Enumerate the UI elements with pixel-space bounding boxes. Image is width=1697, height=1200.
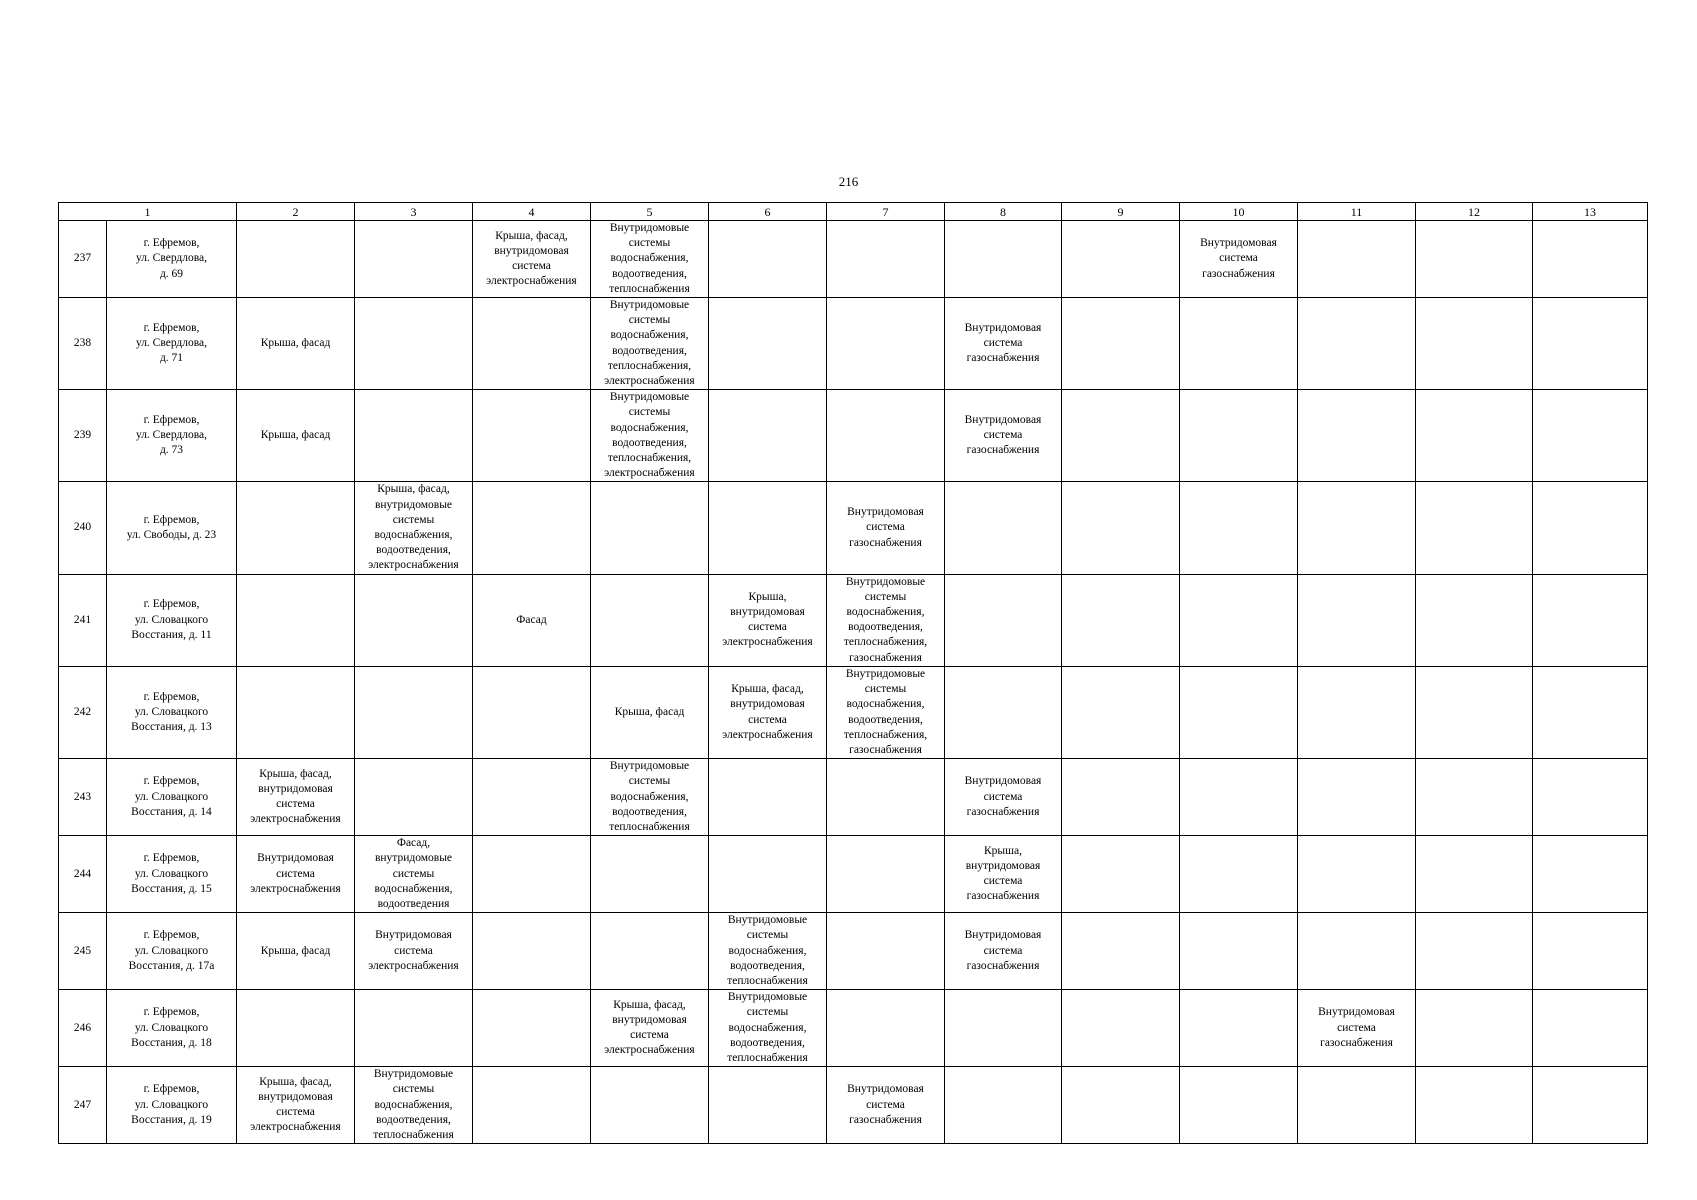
work-cell [1062, 482, 1180, 574]
work-cell: Крыша, фасад, внутридомовая система электроснабжения [473, 221, 591, 298]
address-cell: г. Ефремов, ул. Свободы, д. 23 [107, 482, 237, 574]
work-cell [473, 1067, 591, 1144]
work-cell: Внутридомовая система газоснабжения [945, 390, 1062, 482]
work-cell: Внутридомовая система газоснабжения [827, 1067, 945, 1144]
work-cell [1180, 990, 1298, 1067]
work-cell: Крыша, фасад, внутридомовая система электроснабжения [237, 1067, 355, 1144]
work-cell [709, 221, 827, 298]
work-cell [591, 1067, 709, 1144]
work-cell [473, 836, 591, 913]
work-cell [237, 221, 355, 298]
work-cell [591, 836, 709, 913]
work-cell [945, 990, 1062, 1067]
work-cell [591, 482, 709, 574]
column-header: 7 [827, 203, 945, 221]
row-number: 246 [59, 990, 107, 1067]
work-cell [709, 759, 827, 836]
work-cell [1298, 666, 1416, 758]
work-cell: Внутридомовые системы водоснабжения, водоотведения, теплоснабжения [355, 1067, 473, 1144]
work-cell [1298, 913, 1416, 990]
work-cell: Фасад, внутридомовые системы водоснабжения, водоотведения [355, 836, 473, 913]
column-header: 6 [709, 203, 827, 221]
work-cell [1416, 759, 1533, 836]
work-cell [1533, 482, 1648, 574]
work-cell [1062, 390, 1180, 482]
work-cell [1298, 482, 1416, 574]
work-cell [355, 666, 473, 758]
work-cell [1062, 913, 1180, 990]
work-cell: Внутридомовые системы водоснабжения, водоотведения, теплоснабжения [591, 221, 709, 298]
work-cell [473, 482, 591, 574]
work-cell [827, 759, 945, 836]
work-cell [1298, 221, 1416, 298]
work-cell [237, 574, 355, 666]
work-cell [1416, 574, 1533, 666]
row-number: 240 [59, 482, 107, 574]
work-cell [1416, 298, 1533, 390]
work-cell [1416, 913, 1533, 990]
column-header: 2 [237, 203, 355, 221]
work-cell [827, 990, 945, 1067]
column-header: 5 [591, 203, 709, 221]
table-body [59, 203, 1648, 1144]
work-cell [709, 482, 827, 574]
row-number: 247 [59, 1067, 107, 1144]
work-cell [1298, 574, 1416, 666]
column-header: 12 [1416, 203, 1533, 221]
work-cell [355, 390, 473, 482]
work-cell [709, 836, 827, 913]
work-cell: Крыша, фасад [591, 666, 709, 758]
work-cell [1298, 1067, 1416, 1144]
work-cell: Внутридомовая система газоснабжения [945, 759, 1062, 836]
header-row [59, 203, 1648, 221]
work-cell: Крыша, внутридомовая система электроснабжения [709, 574, 827, 666]
work-cell [355, 990, 473, 1067]
row-number: 238 [59, 298, 107, 390]
work-cell [1298, 298, 1416, 390]
work-cell [355, 298, 473, 390]
work-cell: Крыша, фасад, внутридомовая система электроснабжения [591, 990, 709, 1067]
work-cell [945, 574, 1062, 666]
work-cell [1533, 836, 1648, 913]
address-cell: г. Ефремов, ул. Словацкого Восстания, д. 15 [107, 836, 237, 913]
repair-schedule-table [58, 202, 1648, 1144]
work-cell [827, 221, 945, 298]
work-cell [1062, 836, 1180, 913]
work-cell [1180, 836, 1298, 913]
work-cell: Внутридомовая система газоснабжения [945, 913, 1062, 990]
work-cell [1180, 1067, 1298, 1144]
work-cell [473, 666, 591, 758]
row-number: 242 [59, 666, 107, 758]
work-cell: Внутридомовая система электроснабжения [237, 836, 355, 913]
work-cell [1062, 666, 1180, 758]
column-header: 9 [1062, 203, 1180, 221]
work-cell: Внутридомовые системы водоснабжения, водоотведения, теплоснабжения [709, 990, 827, 1067]
table-row [59, 990, 1648, 1067]
address-cell: г. Ефремов, ул. Словацкого Восстания, д. 14 [107, 759, 237, 836]
work-cell: Внутридомовая система газоснабжения [827, 482, 945, 574]
work-cell [1533, 298, 1648, 390]
row-number: 244 [59, 836, 107, 913]
work-cell [237, 990, 355, 1067]
work-cell: Внутридомовая система газоснабжения [1298, 990, 1416, 1067]
work-cell [1416, 221, 1533, 298]
address-cell: г. Ефремов, ул. Свердлова, д. 69 [107, 221, 237, 298]
work-cell [827, 390, 945, 482]
work-cell: Внутридомовые системы водоснабжения, водоотведения, теплоснабжения, газоснабжения [827, 574, 945, 666]
table-row [59, 1067, 1648, 1144]
work-cell [237, 666, 355, 758]
work-cell [237, 482, 355, 574]
work-cell [355, 759, 473, 836]
work-cell [1533, 390, 1648, 482]
table-row [59, 666, 1648, 758]
work-cell [591, 913, 709, 990]
work-cell: Крыша, фасад [237, 913, 355, 990]
work-cell [355, 574, 473, 666]
column-header: 4 [473, 203, 591, 221]
work-cell [709, 1067, 827, 1144]
column-header: 1 [59, 203, 237, 221]
column-header: 3 [355, 203, 473, 221]
column-header: 8 [945, 203, 1062, 221]
address-cell: г. Ефремов, ул. Словацкого Восстания, д. 13 [107, 666, 237, 758]
work-cell: Внутридомовая система газоснабжения [945, 298, 1062, 390]
work-cell [1533, 759, 1648, 836]
table-row [59, 836, 1648, 913]
work-cell [1533, 574, 1648, 666]
work-cell [1180, 482, 1298, 574]
work-cell [473, 990, 591, 1067]
work-cell: Фасад [473, 574, 591, 666]
work-cell: Внутридомовые системы водоснабжения, водоотведения, теплоснабжения, газоснабжения [827, 666, 945, 758]
work-cell [709, 298, 827, 390]
work-cell [827, 913, 945, 990]
address-cell: г. Ефремов, ул. Словацкого Восстания, д. 11 [107, 574, 237, 666]
table-row [59, 482, 1648, 574]
row-number: 245 [59, 913, 107, 990]
table-row [59, 913, 1648, 990]
work-cell: Внутридомовые системы водоснабжения, водоотведения, теплоснабжения, электроснабжения [591, 298, 709, 390]
work-cell [1062, 574, 1180, 666]
address-cell: г. Ефремов, ул. Словацкого Восстания, д. 18 [107, 990, 237, 1067]
work-cell [591, 574, 709, 666]
work-cell [1416, 990, 1533, 1067]
work-cell: Крыша, внутридомовая система газоснабжения [945, 836, 1062, 913]
work-cell [1062, 759, 1180, 836]
work-cell [1180, 574, 1298, 666]
work-cell [1416, 1067, 1533, 1144]
column-header: 11 [1298, 203, 1416, 221]
work-cell [1416, 390, 1533, 482]
work-cell [709, 390, 827, 482]
work-cell: Крыша, фасад [237, 298, 355, 390]
work-cell [1533, 1067, 1648, 1144]
work-cell [1416, 836, 1533, 913]
work-cell: Крыша, фасад, внутридомовая система электроснабжения [709, 666, 827, 758]
work-cell [945, 666, 1062, 758]
column-header: 13 [1533, 203, 1648, 221]
work-cell [945, 482, 1062, 574]
work-cell [1416, 666, 1533, 758]
work-cell [827, 298, 945, 390]
column-header: 10 [1180, 203, 1298, 221]
address-cell: г. Ефремов, ул. Словацкого Восстания, д. 17а [107, 913, 237, 990]
table-row [59, 390, 1648, 482]
work-cell [473, 913, 591, 990]
work-cell [1533, 913, 1648, 990]
work-cell [1180, 913, 1298, 990]
work-cell [1062, 1067, 1180, 1144]
work-cell [1533, 666, 1648, 758]
work-cell [1180, 666, 1298, 758]
row-number: 239 [59, 390, 107, 482]
work-cell [1180, 298, 1298, 390]
address-cell: г. Ефремов, ул. Свердлова, д. 73 [107, 390, 237, 482]
work-cell [1062, 990, 1180, 1067]
work-cell: Внутридомовые системы водоснабжения, водоотведения, теплоснабжения [591, 759, 709, 836]
work-cell [1298, 759, 1416, 836]
work-cell [1298, 836, 1416, 913]
page-number: 216 [838, 174, 859, 189]
work-cell [1180, 759, 1298, 836]
row-number: 243 [59, 759, 107, 836]
row-number: 237 [59, 221, 107, 298]
work-cell [1062, 298, 1180, 390]
work-cell [945, 221, 1062, 298]
row-number: 241 [59, 574, 107, 666]
table-row [59, 221, 1648, 298]
work-cell [1533, 221, 1648, 298]
work-cell [355, 221, 473, 298]
work-cell: Внутридомовая система электроснабжения [355, 913, 473, 990]
table-row [59, 298, 1648, 390]
work-cell: Крыша, фасад, внутридомовая система электроснабжения [237, 759, 355, 836]
work-cell [827, 836, 945, 913]
work-cell: Крыша, фасад [237, 390, 355, 482]
work-cell [473, 298, 591, 390]
work-cell [945, 1067, 1062, 1144]
work-cell [1298, 390, 1416, 482]
address-cell: г. Ефремов, ул. Свердлова, д. 71 [107, 298, 237, 390]
work-cell [473, 759, 591, 836]
work-cell [1180, 390, 1298, 482]
work-cell [1533, 990, 1648, 1067]
work-cell: Крыша, фасад, внутридомовые системы водоснабжения, водоотведения, электроснабжения [355, 482, 473, 574]
address-cell: г. Ефремов, ул. Словацкого Восстания, д. 19 [107, 1067, 237, 1144]
work-cell: Внутридомовые системы водоснабжения, водоотведения, теплоснабжения, электроснабжения [591, 390, 709, 482]
table-row [59, 574, 1648, 666]
work-cell [473, 390, 591, 482]
work-cell: Внутридомовая система газоснабжения [1180, 221, 1298, 298]
work-cell: Внутридомовые системы водоснабжения, водоотведения, теплоснабжения [709, 913, 827, 990]
work-cell [1062, 221, 1180, 298]
table-row [59, 759, 1648, 836]
work-cell [1416, 482, 1533, 574]
